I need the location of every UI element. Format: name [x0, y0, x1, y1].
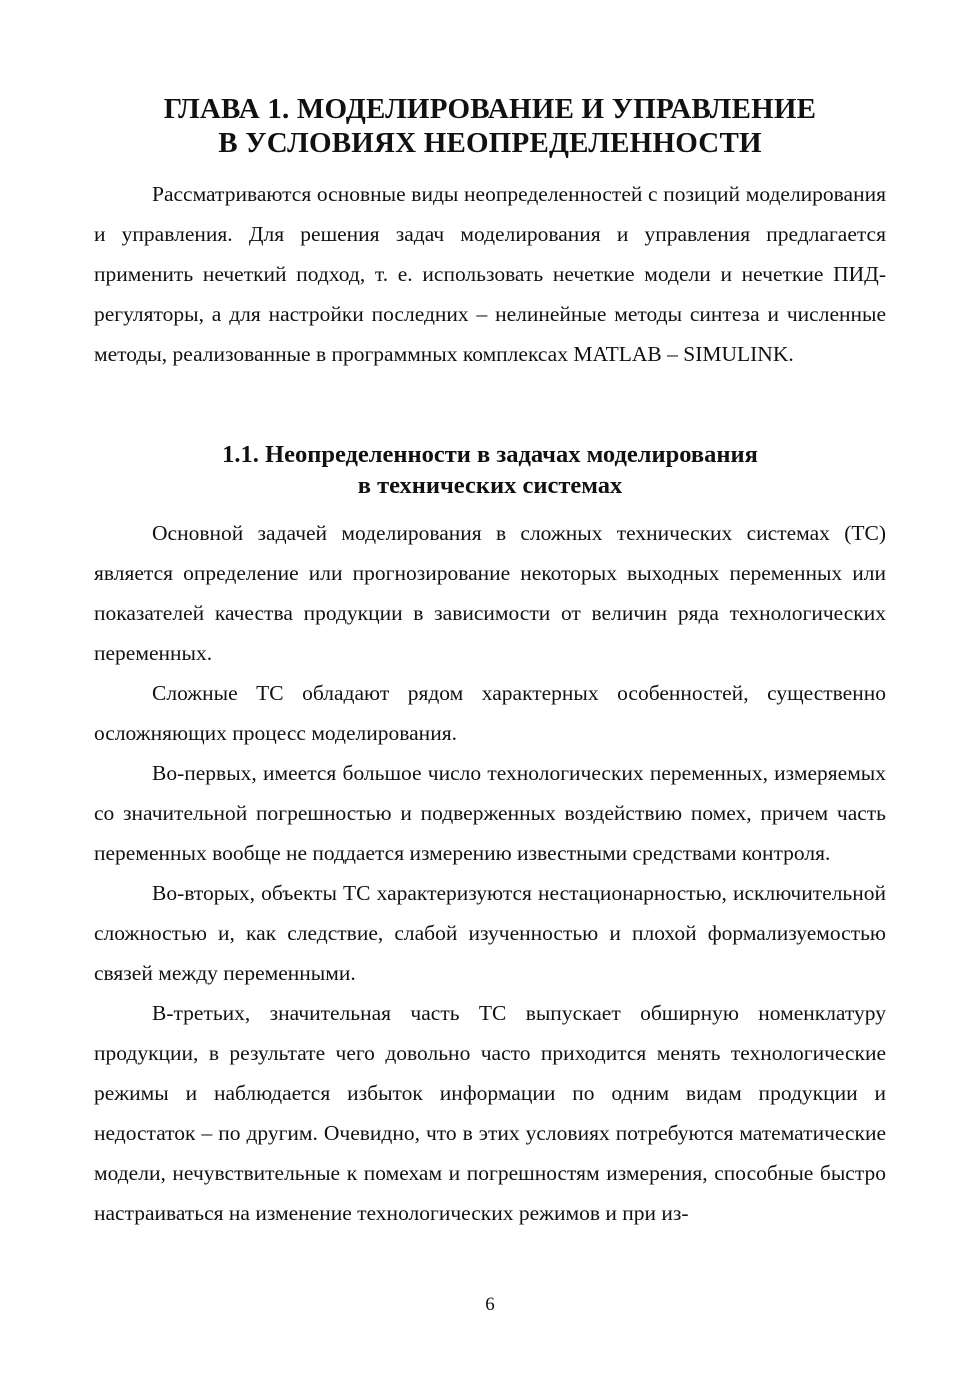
chapter-title-line-1: ГЛАВА 1. МОДЕЛИРОВАНИЕ И УПРАВЛЕНИЕ — [163, 93, 817, 125]
body-paragraph: Во-вторых, объекты ТС характеризуются нестационарностью, исключительной сложностью и, как следствие, слабой изученностью и плохой формализуемостью связей между переменными. — [94, 881, 886, 985]
section-title-line-2: в технических системах — [357, 472, 623, 499]
body-paragraph: Во-первых, имеется большое число технологических переменных, измеряемых со значительной погрешностью и подверженных воздействию помех, причем часть переменных вообще не поддается измерению известными средствами контроля. — [94, 761, 886, 865]
page-number: 6 — [485, 1294, 495, 1315]
section-title-line-1: 1.1. Неопределенности в задачах моделирования — [222, 441, 758, 468]
body-paragraph: Основной задачей моделирования в сложных технических системах (ТС) является определение или прогнозирование некоторых выходных переменных или показателей качества продукции в зависимости от величин ряда технологических переменных. — [94, 521, 886, 665]
chapter-intro — [94, 174, 886, 374]
section-title — [94, 439, 886, 501]
body-paragraph: Сложные ТС обладают рядом характерных особенностей, существенно осложняющих процесс моделирования. — [94, 681, 886, 745]
body-paragraph: В-третьих, значительная часть ТС выпускает обширную номенклатуру продукции, в результате чего довольно часто приходится менять технологические режимы и наблюдается избыток информации по одним видам продукции и недостаток – по другим. Очевидно, что в этих условиях потребуются математические модели, нечувствительные к помехам и погрешностям измерения, способные быстро настраиваться на изменение технологических режимов и при из- — [94, 1001, 886, 1225]
chapter-title-line-2: В УСЛОВИЯХ НЕОПРЕДЕЛЕННОСТИ — [218, 127, 762, 159]
section-body — [94, 513, 886, 1233]
intro-paragraph: Рассматриваются основные виды неопределенностей с позиций моделирования и управления. Для решения задач моделирования и управления предлагается применить нечеткий подход, т. е. использовать нечеткие модели и нечеткие ПИД-регуляторы, а для настройки последних – нелинейные методы синтеза и численные методы, реализованные в программных комплексах MATLAB – SIMULINK. — [94, 182, 886, 366]
chapter-title — [94, 92, 886, 160]
